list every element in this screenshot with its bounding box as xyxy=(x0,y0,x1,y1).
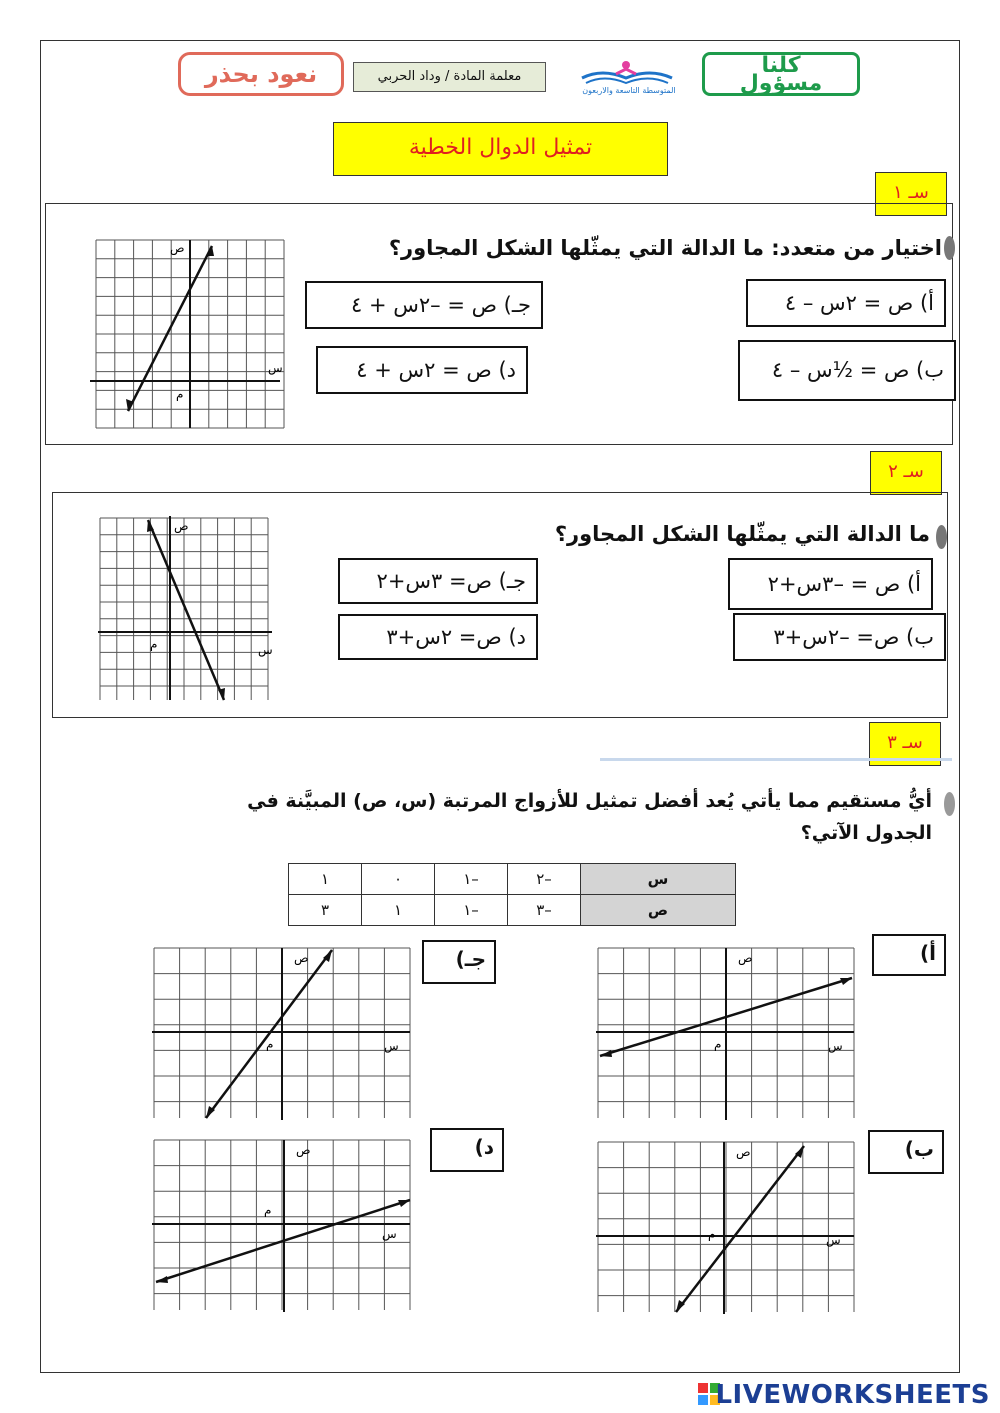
q3-graph-a-y-label: ص xyxy=(738,951,753,965)
q3-graph-c-line xyxy=(206,950,332,1118)
q1-tag: سـ ١ xyxy=(875,172,947,216)
q3-graph-b-grid xyxy=(598,1142,854,1312)
q3-graph-b xyxy=(596,1140,858,1316)
q2-option-c[interactable]: جـ) ص= ٣س+٢ xyxy=(338,558,538,604)
q3-bullet xyxy=(944,792,955,816)
q3-graph-c-x-label: س xyxy=(384,1039,399,1053)
q3-table-header-y: ص xyxy=(581,895,736,926)
q3-table xyxy=(288,863,736,926)
logo2-line1: كلنا xyxy=(761,53,801,78)
q3-graph-a-arrow xyxy=(840,978,852,985)
q2-x-label: س xyxy=(258,643,273,657)
q2-option-a[interactable]: أ) ص = –٣س+٢ xyxy=(728,558,933,610)
q3-graph-b-line xyxy=(676,1146,804,1312)
q1-x-label: س xyxy=(268,361,283,375)
q3-graph-d xyxy=(152,1138,414,1314)
q3-graph-d-arrow xyxy=(398,1200,410,1207)
q2-y-label: ص xyxy=(174,519,189,533)
q3-graph-a-origin: م xyxy=(714,1037,722,1051)
q2-origin-label: م xyxy=(150,637,158,651)
liveworksheets-brand[interactable]: LIVEWORKSHEETS xyxy=(715,1380,990,1410)
logo-naoud-bihathar xyxy=(178,52,344,96)
q1-option-b[interactable]: ب) ص = ½س – ٤ xyxy=(738,340,956,401)
q3-graph-d-x-label: س xyxy=(382,1227,397,1241)
q3-table-row-x xyxy=(289,864,736,895)
q1-option-d[interactable]: د) ص = ٢س + ٤ xyxy=(316,346,528,394)
q3-table-cell: –٣ xyxy=(508,895,581,926)
q3-table-cell: –١ xyxy=(435,895,508,926)
q3-table-cell: ٣ xyxy=(289,895,362,926)
q3-table-cell: –١ xyxy=(435,864,508,895)
q3-table-cell: ١ xyxy=(362,895,435,926)
q2-option-d[interactable]: د) ص= ٢س+٣ xyxy=(338,614,538,660)
q3-table-cell: –٢ xyxy=(508,864,581,895)
q3-option-d[interactable]: د) xyxy=(430,1128,504,1172)
q1-y-label: ص xyxy=(170,241,185,255)
q3-graph-d-y-label: ص xyxy=(296,1143,311,1157)
logo-text-1: نعود xyxy=(267,60,318,88)
q2-tag: سـ ٢ xyxy=(870,451,942,495)
q1-option-c[interactable]: جـ) ص = –٢س + ٤ xyxy=(305,281,543,329)
q3-question-line1: أيُّ مستقيم مما يأتي يُعد أفضل تمثيل للأزواج المرتبة (س، ص) المبيَّنة في xyxy=(247,790,932,812)
q3-graph-c xyxy=(152,946,414,1122)
q3-graph-d-origin: م xyxy=(264,1203,272,1217)
q3-option-c[interactable]: جـ) xyxy=(422,940,496,984)
teacher-name: معلمة المادة / وداد الحربي xyxy=(353,62,546,92)
q2-grid xyxy=(100,518,268,700)
q3-table-row-y xyxy=(289,895,736,926)
q1-option-a[interactable]: أ) ص = ٢س – ٤ xyxy=(746,279,946,327)
q3-graph-c-y-label: ص xyxy=(294,951,309,965)
q3-divider xyxy=(600,758,952,761)
q1-question: اختيار من متعدد: ما الدالة التي يمثّلها الشكل المجاور؟ xyxy=(388,236,942,260)
q3-question-line2: الجدول الآتي؟ xyxy=(800,822,932,844)
worksheet-title: تمثيل الدوال الخطية xyxy=(333,122,668,176)
q2-bullet xyxy=(936,525,947,549)
q3-tag: سـ ٣ xyxy=(869,722,941,766)
q3-option-a[interactable]: أ) xyxy=(872,934,946,976)
q2-graph xyxy=(96,514,274,704)
q1-graph xyxy=(90,236,290,434)
q1-bullet xyxy=(944,236,955,260)
q3-graph-b-y-label: ص xyxy=(736,1145,751,1159)
q2-question: ما الدالة التي يمثّلها الشكل المجاور؟ xyxy=(554,522,930,546)
school-name: المتوسطة التاسعة والاربعون xyxy=(582,86,676,95)
logo-text-2: بحذر xyxy=(204,60,259,88)
q3-graph-b-origin: م xyxy=(708,1227,716,1241)
q2-option-b[interactable]: ب) ص= –٢س+٣ xyxy=(733,613,946,661)
q3-graph-b-x-label: س xyxy=(826,1233,841,1247)
q1-function-line xyxy=(128,246,212,411)
q3-graph-c-origin: م xyxy=(266,1037,274,1051)
logo2-line2: مسؤول xyxy=(739,71,823,96)
q2-arrow-down xyxy=(218,688,225,700)
q1-origin-label: م xyxy=(176,387,184,401)
q3-table-header-x: س xyxy=(581,864,736,895)
q3-table-cell: ١ xyxy=(289,864,362,895)
q3-graph-a-x-label: س xyxy=(828,1039,843,1053)
logo-kulluna-masool xyxy=(702,52,860,96)
q3-table-cell: ٠ xyxy=(362,864,435,895)
q3-option-b[interactable]: ب) xyxy=(868,1130,944,1174)
q3-graph-a-arrow2 xyxy=(600,1050,612,1057)
q3-graph-a xyxy=(596,946,858,1122)
q2-function-line xyxy=(148,520,224,700)
q3-graph-d-arrow2 xyxy=(156,1276,168,1283)
